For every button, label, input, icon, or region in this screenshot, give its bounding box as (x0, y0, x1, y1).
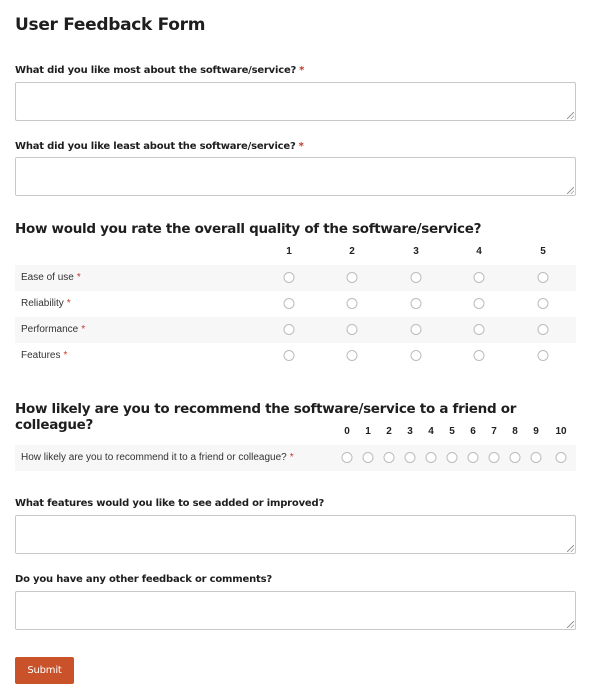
rating-row-label (21, 272, 81, 283)
rating-radio[interactable] (347, 272, 358, 283)
rating-row (15, 291, 576, 317)
rating-row-label (21, 324, 85, 335)
rating-column-header: 3 (413, 246, 419, 257)
recommend-column-header: 5 (449, 426, 455, 437)
recommend-column-header: 4 (428, 426, 434, 437)
submit-button[interactable]: Submit (15, 657, 74, 684)
rating-row-label (21, 350, 67, 361)
rating-column-header: 4 (476, 246, 482, 257)
other-feedback-textarea[interactable] (15, 591, 576, 630)
recommend-radio[interactable] (468, 452, 479, 463)
resize-handle-icon[interactable] (567, 545, 574, 552)
rating-radio[interactable] (347, 324, 358, 335)
question-liked-least-label (15, 141, 304, 152)
recommend-radio[interactable] (447, 452, 458, 463)
question-text: What did you like most about the software/service? (15, 65, 297, 76)
form-title: User Feedback Form (15, 15, 206, 35)
rating-row (15, 343, 576, 369)
features-textarea[interactable] (15, 515, 576, 554)
required-asterisk: * (298, 141, 304, 152)
rating-row-label (21, 298, 71, 309)
recommend-column-header: 2 (386, 426, 392, 437)
rating-radio[interactable] (284, 350, 295, 361)
rating-radio[interactable] (474, 272, 485, 283)
recommend-row-label (21, 452, 294, 463)
rating-row-text: Features (21, 350, 61, 361)
required-asterisk: * (76, 272, 81, 283)
recommend-column-header: 9 (533, 426, 539, 437)
liked-least-textarea[interactable] (15, 157, 576, 196)
rating-row-text: Performance (21, 324, 79, 335)
rating-radio[interactable] (538, 324, 549, 335)
rating-radio[interactable] (411, 298, 422, 309)
recommend-radio[interactable] (510, 452, 521, 463)
recommend-column-header: 3 (407, 426, 413, 437)
rating-section-title: How would you rate the overall quality of the software/service? (15, 221, 482, 237)
rating-radio[interactable] (474, 324, 485, 335)
question-features-label (15, 498, 324, 509)
rating-radio[interactable] (474, 350, 485, 361)
rating-radio[interactable] (284, 298, 295, 309)
required-asterisk: * (66, 298, 71, 309)
recommend-section-title: How likely are you to recommend the software/service to a friend or colleague? (15, 401, 517, 433)
rating-radio[interactable] (411, 350, 422, 361)
rating-radio[interactable] (538, 350, 549, 361)
rating-radio[interactable] (347, 298, 358, 309)
resize-handle-icon[interactable] (567, 187, 574, 194)
recommend-radio[interactable] (405, 452, 416, 463)
rating-row-text: Ease of use (21, 272, 74, 283)
question-other-feedback-label (15, 574, 272, 585)
recommend-column-header: 6 (470, 426, 476, 437)
question-text: What did you like least about the software/service? (15, 141, 296, 152)
rating-radio[interactable] (538, 298, 549, 309)
recommend-column-header: 7 (491, 426, 497, 437)
recommend-radio[interactable] (426, 452, 437, 463)
question-text: What features would you like to see added or improved? (15, 498, 325, 509)
recommend-column-header: 1 (365, 426, 371, 437)
rating-radio[interactable] (284, 324, 295, 335)
rating-row-text: Reliability (21, 298, 64, 309)
recommend-radio[interactable] (556, 452, 567, 463)
recommend-column-header: 10 (555, 426, 567, 437)
recommend-column-header: 8 (512, 426, 518, 437)
resize-handle-icon[interactable] (567, 621, 574, 628)
recommend-radio[interactable] (342, 452, 353, 463)
recommend-radio[interactable] (384, 452, 395, 463)
rating-radio[interactable] (411, 324, 422, 335)
rating-row (15, 317, 576, 343)
recommend-radio[interactable] (489, 452, 500, 463)
rating-radio[interactable] (411, 272, 422, 283)
resize-handle-icon[interactable] (567, 112, 574, 119)
rating-row (15, 265, 576, 291)
rating-radio[interactable] (284, 272, 295, 283)
rating-radio[interactable] (474, 298, 485, 309)
required-asterisk: * (299, 65, 305, 76)
rating-column-header: 1 (286, 246, 292, 257)
rating-radio[interactable] (538, 272, 549, 283)
question-text: Do you have any other feedback or comments? (15, 574, 272, 585)
recommend-row-text: How likely are you to recommend it to a friend or colleague? (21, 452, 287, 463)
recommend-radio[interactable] (363, 452, 374, 463)
recommend-row (15, 445, 576, 471)
question-liked-most-label (15, 65, 304, 76)
required-asterisk: * (81, 324, 86, 335)
required-asterisk: * (289, 452, 294, 463)
rating-column-header: 5 (540, 246, 546, 257)
recommend-radio[interactable] (531, 452, 542, 463)
rating-radio[interactable] (347, 350, 358, 361)
required-asterisk: * (63, 350, 68, 361)
liked-most-textarea[interactable] (15, 82, 576, 121)
rating-column-header: 2 (349, 246, 355, 257)
recommend-column-header: 0 (344, 426, 350, 437)
